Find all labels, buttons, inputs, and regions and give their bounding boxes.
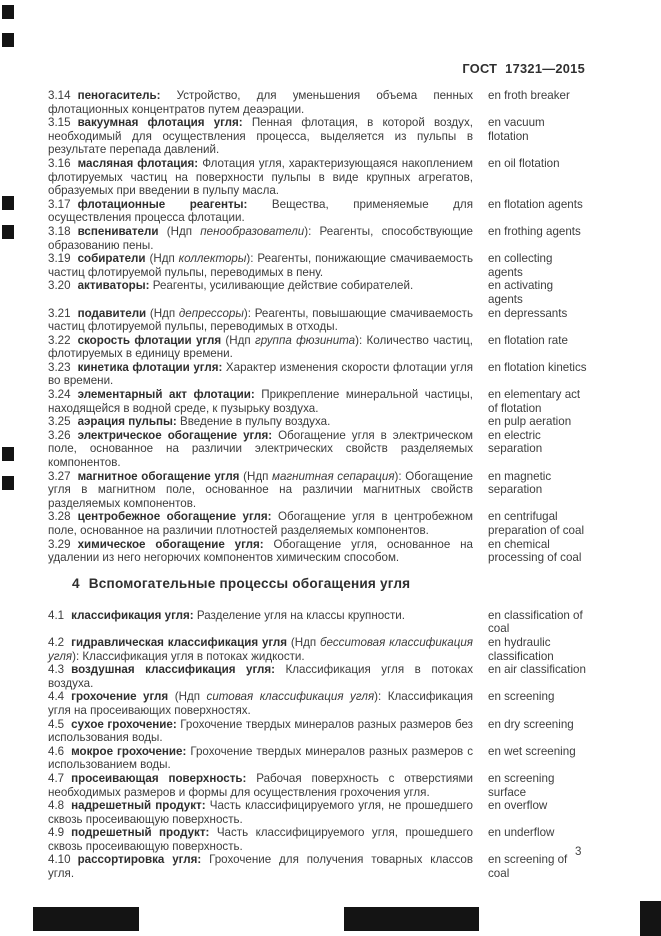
term-name: воздушная классификация угля:	[71, 663, 275, 677]
term-english-line: en overflow	[488, 799, 548, 813]
term-english-equivalent	[488, 252, 633, 279]
term-english-line: en pulp aeration	[488, 415, 572, 429]
term-definition-ru: 4.1 классификация угля: Разделение угля на классы крупности.	[48, 608, 405, 622]
term-deprecated-synonym: магнитная сепарация	[272, 469, 395, 483]
term-name: химическое обогащение угля:	[77, 537, 264, 551]
term-number: 3.25	[48, 415, 71, 429]
term-definition-ru: 4.3 воздушная классификация угля: Классификация угля в потоках воздуха.	[48, 663, 473, 690]
term-definition-ru: 3.21 подавители (Ндп депрессоры): Реагенты, повышающие смачиваемость частиц флотируемой пульпы, переводимых в отходы.	[48, 306, 474, 334]
term-english-equivalent	[488, 636, 633, 663]
term-english-line: processing of coal	[488, 551, 582, 565]
term-definition-ru: 3.29 химическое обогащение угля: Обогащение угля, основанное на удалении из него негорючих компонентов химическим способом.	[48, 537, 473, 565]
term-name: флотационные реагенты:	[77, 197, 248, 211]
term-deprecated-synonym: ситовая классификация угля	[206, 690, 375, 704]
term-english-equivalent	[488, 510, 633, 537]
term-name: магнитное обогащение угля	[77, 469, 240, 483]
term-deprecated-synonym: депрессоры	[178, 306, 244, 320]
term-definition-ru: 3.14 пеногаситель: Устройство, для уменьшения объема пенных флотационных концентратов путем деаэрации.	[48, 89, 473, 116]
term-number: 3.19	[48, 252, 71, 266]
term-english-line: en hydraulic	[488, 635, 551, 649]
section-number: 4	[72, 575, 80, 591]
term-entry	[48, 538, 633, 565]
term-definition-ru: 3.25 аэрация пульпы: Введение в пульпу воздуха.	[48, 415, 331, 429]
scan-mark	[2, 476, 14, 490]
term-number: 3.20	[48, 279, 71, 293]
term-english-line: coal	[488, 622, 510, 636]
section-title: Вспомогательные процессы обогащения угля	[88, 575, 411, 591]
term-number: 4.7	[48, 771, 65, 785]
term-english-line: separation	[488, 442, 543, 456]
term-name: элементарный акт флотации:	[77, 388, 255, 402]
page-number: 3	[575, 845, 582, 858]
term-number: 4.4	[48, 690, 65, 704]
term-english-equivalent	[488, 538, 633, 565]
term-number: 4.9	[48, 826, 65, 840]
term-entry	[48, 799, 633, 826]
term-name: надрешетный продукт:	[71, 799, 206, 813]
term-entry	[48, 470, 633, 511]
term-definition-ru: 3.26 электрическое обогащение угля: Обогащение угля в электрическом поле, основанное на различии электрических свойств разделяемых компонентов.	[48, 428, 473, 470]
term-definition-ru: 3.20 активаторы: Реагенты, усиливающие действие собирателей.	[48, 279, 414, 293]
term-english-line: en magnetic	[488, 469, 552, 483]
term-number: 4.1	[48, 608, 65, 622]
term-english-line: en froth breaker	[488, 89, 570, 102]
term-number: 4.6	[48, 744, 65, 758]
term-english-equivalent	[488, 718, 633, 732]
term-entry	[48, 198, 633, 225]
term-entry	[48, 225, 633, 252]
term-definition-ru: 4.10 рассортировка угля: Грохочение для получения товарных классов угля.	[48, 853, 473, 881]
term-english-line: en electric	[488, 428, 541, 442]
term-english-equivalent	[488, 853, 633, 880]
term-definition-ru: 3.17 флотационные реагенты: Вещества, применяемые для осуществления процесса флотации.	[48, 197, 473, 225]
term-definition-ru: 4.8 надрешетный продукт: Часть классифицируемого угля, не прошедшего сквозь просеивающую поверхность.	[48, 799, 473, 826]
term-english-equivalent	[488, 609, 633, 636]
term-entry	[48, 745, 633, 772]
term-english-line: en underflow	[488, 826, 555, 840]
term-entry	[48, 157, 633, 198]
term-name: грохочение угля	[71, 690, 169, 704]
term-english-line: en flotation agents	[488, 197, 583, 211]
term-english-line: en activating	[488, 279, 554, 293]
term-english-equivalent	[488, 772, 633, 799]
term-number: 4.10	[48, 853, 71, 867]
term-number: 4.5	[48, 717, 65, 731]
term-definition-ru: 4.6 мокрое грохочение: Грохочение твердых минералов разных размеров с использованием воды.	[48, 744, 474, 772]
term-english-line: en classification of	[488, 608, 583, 622]
term-english-equivalent	[488, 388, 633, 415]
term-english-equivalent	[488, 663, 633, 677]
term-entry	[48, 510, 633, 537]
term-definition-ru: 3.24 элементарный акт флотации: Прикрепление минеральной частицы, находящейся в водной среде, к пузырьку воздуха.	[48, 388, 473, 415]
term-entry	[48, 826, 633, 853]
term-entry	[48, 307, 633, 334]
term-entry	[48, 718, 633, 745]
scan-mark	[2, 196, 14, 210]
term-english-line: en wet screening	[488, 744, 576, 758]
scan-mark	[2, 5, 14, 19]
section-4-entries	[48, 609, 633, 881]
term-name: масляная флотация:	[77, 156, 199, 170]
term-english-line: en dry screening	[488, 717, 574, 731]
term-english-equivalent	[488, 307, 633, 321]
term-entry	[48, 279, 633, 306]
term-name: аэрация пульпы:	[77, 415, 177, 429]
term-name: мокрое грохочение:	[71, 744, 187, 758]
term-english-line: agents	[488, 265, 523, 279]
term-english-equivalent	[488, 198, 633, 212]
term-english-line: en frothing agents	[488, 224, 581, 238]
document-standard-number: ГОСТ 17321—2015	[462, 61, 585, 76]
term-number: 3.18	[48, 224, 71, 238]
term-english-equivalent	[488, 799, 633, 813]
term-definition-ru: 4.4 грохочение угля (Ндп ситовая классификация угля): Классификация угля на просеивающих поверхностях.	[48, 690, 473, 717]
term-definition-ru: 3.22 скорость флотации угля (Ндп группа фюзинита): Количество частиц, флотируемых в единицу времени.	[48, 333, 473, 361]
term-english-equivalent	[488, 690, 633, 704]
term-english-line: flotation	[488, 129, 529, 143]
term-name: пеногаситель:	[77, 89, 161, 102]
term-number: 4.8	[48, 799, 65, 813]
term-definition-ru: 3.28 центробежное обогащение угля: Обогащение угля в центробежном поле, основанное на различии плотностей разделяемых компонентов.	[48, 510, 473, 537]
term-english-line: en elementary act	[488, 388, 581, 402]
term-english-equivalent	[488, 116, 633, 143]
term-number: 3.16	[48, 156, 71, 170]
term-name: скорость флотации угля	[77, 333, 222, 347]
term-number: 3.29	[48, 537, 71, 551]
term-number: 3.14	[48, 89, 71, 102]
term-definition-ru: 3.16 масляная флотация: Флотация угля, характеризующаяся накоплением флотируемых частиц на поверхности пульпы в виде крупных агрегатов, образуемых при введении в пульпу масла.	[48, 156, 473, 198]
term-entry	[48, 690, 633, 717]
term-english-equivalent	[488, 279, 633, 306]
term-english-line: agents	[488, 292, 523, 306]
term-english-equivalent	[488, 470, 633, 497]
term-english-line: en flotation rate	[488, 333, 568, 347]
term-number: 3.17	[48, 197, 71, 211]
term-english-equivalent	[488, 157, 633, 171]
term-definition-ru: 3.15 вакуумная флотация угля: Пенная флотация, в которой воздух, необходимый для осуществления процесса, выделяется из пульпы в результате перепада давлений.	[48, 116, 474, 157]
term-name: центробежное обогащение угля:	[77, 510, 272, 524]
term-english-line: en screening of	[488, 853, 568, 867]
term-english-line: en chemical	[488, 537, 550, 551]
term-english-equivalent	[488, 361, 633, 375]
term-number: 3.23	[48, 360, 71, 374]
term-entry	[48, 116, 633, 157]
term-name: электрическое обогащение угля:	[77, 428, 273, 442]
term-name: рассортировка угля:	[77, 853, 202, 867]
term-name: кинетика флотации угля:	[77, 360, 223, 374]
term-number: 3.27	[48, 469, 71, 483]
term-english-line: preparation of coal	[488, 524, 585, 537]
term-number: 4.3	[48, 663, 65, 677]
scan-mark	[344, 907, 479, 931]
term-definition-ru: 4.5 сухое грохочение: Грохочение твердых минералов разных размеров без использования воды.	[48, 717, 473, 745]
term-name: подрешетный продукт:	[71, 826, 210, 840]
term-entry	[48, 636, 633, 663]
term-english-line: classification	[488, 649, 554, 663]
term-name: активаторы:	[77, 279, 150, 293]
term-entry	[48, 772, 633, 799]
term-english-line: en centrifugal	[488, 510, 558, 524]
term-entry	[48, 853, 633, 880]
term-english-line: en collecting	[488, 252, 553, 266]
term-name: вакуумная флотация угля:	[77, 116, 243, 130]
term-entry	[48, 334, 633, 361]
term-name: собиратели	[77, 252, 146, 266]
term-english-line: separation	[488, 483, 543, 497]
scan-mark	[2, 447, 14, 461]
term-entry	[48, 252, 633, 279]
term-entry	[48, 388, 633, 415]
term-english-line: en air classification	[488, 663, 586, 677]
scan-mark	[640, 901, 661, 936]
term-deprecated-synonym: коллекторы	[178, 252, 247, 266]
term-name: классификация угля:	[71, 608, 194, 622]
term-definition-ru: 3.27 магнитное обогащение угля (Ндп магнитная сепарация): Обогащение угля в магнитном поле, основанное на различии магнитных свойств разделяемых компонентов.	[48, 469, 473, 510]
term-entry	[48, 89, 633, 116]
term-english-equivalent	[488, 429, 633, 456]
term-entry	[48, 429, 633, 470]
term-english-line: en screening	[488, 771, 555, 785]
term-deprecated-synonym: бесситовая классификация угля	[48, 635, 473, 663]
term-name: вспениватели	[77, 224, 159, 238]
term-english-line: en oil flotation	[488, 156, 560, 170]
term-definition-ru: 4.9 подрешетный продукт: Часть классифицируемого угля, прошедшего сквозь просеивающую поверхность.	[48, 826, 473, 853]
scan-mark	[2, 225, 14, 239]
term-english-equivalent	[488, 826, 633, 840]
section-3-entries	[48, 89, 633, 565]
term-number: 3.21	[48, 306, 71, 320]
term-number: 3.26	[48, 428, 71, 442]
term-number: 3.15	[48, 116, 71, 130]
term-definition-ru: 3.23 кинетика флотации угля: Характер изменения скорости флотации угля во времени.	[48, 360, 474, 388]
term-name: подавители	[77, 306, 147, 320]
term-english-equivalent	[488, 745, 633, 759]
terms-list	[48, 89, 633, 881]
section-heading	[72, 576, 633, 591]
term-english-line: coal	[488, 867, 510, 881]
term-definition-ru: 4.2 гидравлическая классификация угля (Ндп бесситовая классификация угля): Классификация угля в потоках жидкости.	[48, 635, 473, 663]
term-entry	[48, 609, 633, 636]
term-entry	[48, 415, 633, 429]
term-deprecated-synonym: группа фюзинита	[254, 333, 356, 347]
scan-mark	[33, 907, 139, 931]
term-name: гидравлическая классификация угля	[71, 635, 288, 649]
term-english-line: en flotation kinetics	[488, 360, 587, 374]
term-number: 4.2	[48, 635, 65, 649]
term-english-line: en screening	[488, 690, 555, 704]
term-english-line: en depressants	[488, 306, 568, 320]
term-english-equivalent	[488, 225, 633, 239]
term-name: просеивающая поверхность:	[71, 771, 247, 785]
term-english-line: en vacuum	[488, 116, 545, 130]
term-english-equivalent	[488, 334, 633, 348]
term-english-equivalent	[488, 415, 633, 429]
term-definition-ru: 3.18 вспениватели (Ндп пенообразователи): Реагенты, способствующие образованию пены.	[48, 224, 473, 252]
term-english-line: surface	[488, 785, 527, 799]
term-number: 3.24	[48, 388, 71, 402]
term-definition-ru: 4.7 просеивающая поверхность: Рабочая поверхность с отверстиями необходимых размеров и формы для осуществления грохочения угля.	[48, 771, 473, 799]
term-english-line: of flotation	[488, 401, 542, 415]
term-entry	[48, 663, 633, 690]
term-english-equivalent	[488, 89, 633, 103]
term-entry	[48, 361, 633, 388]
term-number: 3.28	[48, 510, 71, 524]
term-name: сухое грохочение:	[71, 717, 177, 731]
term-number: 3.22	[48, 333, 71, 347]
scan-mark	[2, 33, 14, 47]
term-definition-ru: 3.19 собиратели (Ндп коллекторы): Реагенты, понижающие смачиваемость частиц флотируемой пульпы, переводимых в пену.	[48, 252, 473, 279]
term-deprecated-synonym: пенообразователи	[200, 224, 305, 238]
